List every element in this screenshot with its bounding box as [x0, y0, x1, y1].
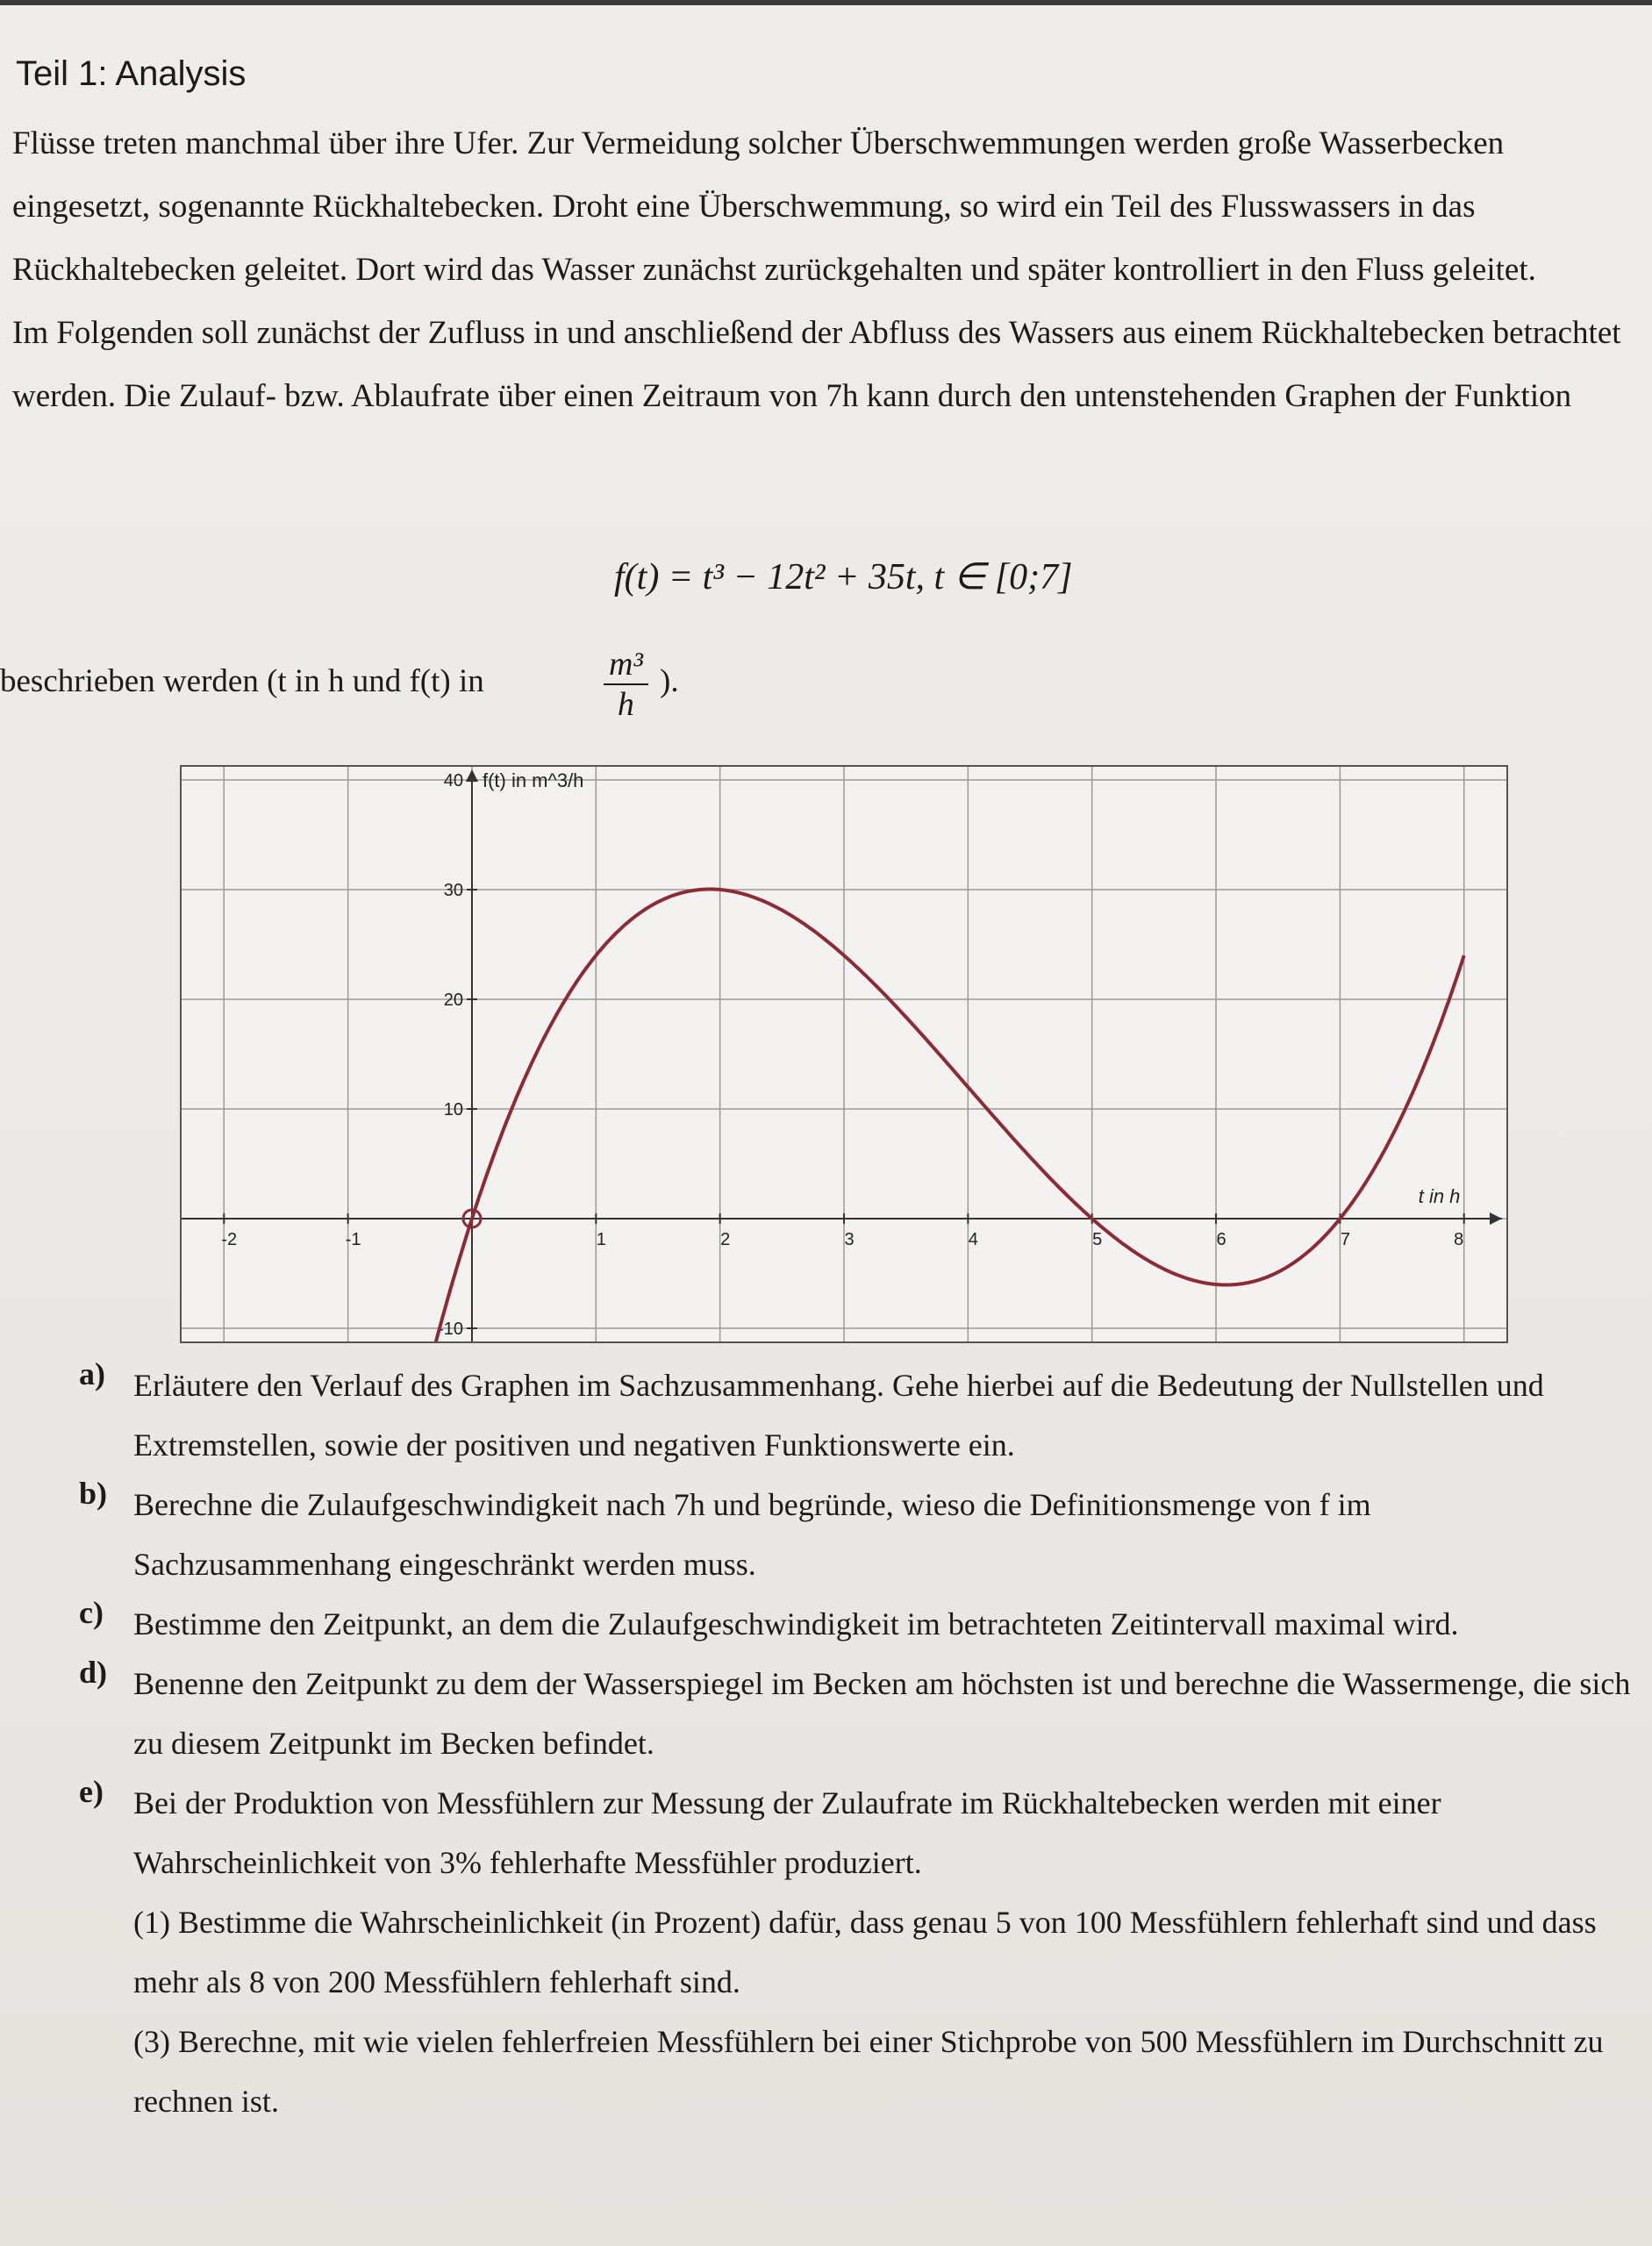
x-tick-label: 1 [596, 1230, 606, 1249]
subtask-3: (3) Berechne, mit wie vielen fehlerfreien Messfühlern bei einer Stichprobe von 500 Messfühlern im Durchschnitt zu rechnen ist. [133, 2024, 1604, 2119]
task-b [79, 1475, 1632, 1594]
top-border-line [0, 0, 1652, 5]
task-e [79, 1773, 1632, 2131]
x-tick-label: 6 [1216, 1230, 1226, 1249]
task-label: a) [79, 1356, 105, 1391]
unit-fraction [604, 645, 648, 724]
task-label: b) [79, 1476, 108, 1511]
tick-labels [221, 771, 1463, 1339]
described-text: beschrieben werden (t in h und f(t) in [0, 663, 484, 699]
section-heading: Teil 1: Analysis [16, 54, 247, 93]
task-text: Bei der Produktion von Messfühlern zur Messung der Zulaufrate im Rückhaltebecken werden mit einer Wahrscheinlichkeit von 3% fehlerhafte Messfühler produziert. [133, 1785, 1441, 1880]
x-tick-label: 8 [1454, 1230, 1464, 1249]
x-axis-arrow [1490, 1212, 1502, 1225]
intro-paragraph-2: Im Folgenden soll zunächst der Zufluss in und anschließend der Abfluss des Wassers aus einem Rückhaltebecken betrachtet werden. Die Zulauf- bzw. Ablaufrate über einen Zeitraum von 7h kann durch den untenstehenden Graphen der Funktion [12, 315, 1621, 414]
task-text: Erläutere den Verlauf des Graphen im Sachzusammenhang. Gehe hierbei auf die Bedeutung der Nullstellen und Extremstellen, sowie der positiven und negativen Funktionswerte ein. [133, 1368, 1544, 1463]
x-tick-label: 4 [968, 1230, 978, 1249]
intro-text [12, 112, 1627, 428]
x-tick-label: 2 [720, 1230, 731, 1249]
y-tick-label: 20 [443, 991, 463, 1010]
unit-numerator: m³ [604, 645, 648, 685]
intro-paragraph-1: Flüsse treten manchmal über ihre Ufer. Zur Vermeidung solcher Überschwemmungen werden große Wasserbecken eingesetzt, sogenannte Rückhaltebecken. Droht eine Überschwemmung, so wird ein Teil des Flusswassers in das Rückhaltebecken geleitet. Dort wird das Wasser zunächst zurückgehalten und später kontrolliert in den Fluss geleitet. [12, 125, 1536, 288]
grid-lines [182, 767, 1506, 1341]
graph-svg [182, 767, 1506, 1341]
function-curve [422, 890, 1463, 1342]
described-close: ). [660, 663, 679, 699]
subtask-1: (1) Bestimme die Wahrscheinlichkeit (in Prozent) dafür, dass genau 5 von 100 Messfühlern fehlerhaft sind und dass mehr als 8 von 200 Messfühlern fehlerhaft sind. [133, 1905, 1597, 1999]
task-list [79, 1355, 1632, 2131]
x-tick-label: -1 [345, 1230, 361, 1249]
task-label: d) [79, 1655, 108, 1690]
y-axis-label: f(t) in m^3/h [482, 769, 584, 791]
y-tick-label: -10 [438, 1320, 463, 1339]
task-text: Berechne die Zulaufgeschwindigkeit nach 7h und begründe, wieso die Definitionsmenge von f im Sachzusammenhang eingeschränkt werden muss. [133, 1487, 1371, 1582]
task-d [79, 1654, 1632, 1773]
y-tick-label: 10 [443, 1100, 463, 1119]
y-tick-label: 40 [443, 771, 463, 790]
x-axis-label: t in h [1418, 1185, 1461, 1207]
x-tick-label: 3 [844, 1230, 855, 1249]
task-a [79, 1355, 1632, 1475]
x-tick-label: 7 [1340, 1230, 1350, 1249]
unit-denominator: h [617, 686, 634, 723]
task-label: c) [79, 1595, 104, 1630]
task-text: Bestimme den Zeitpunkt, an dem die Zulaufgeschwindigkeit im betrachteten Zeitintervall maximal wird. [133, 1606, 1459, 1642]
y-tick-label: 30 [443, 881, 463, 900]
x-tick-label: -2 [221, 1230, 238, 1249]
task-c [79, 1594, 1632, 1654]
x-tick-label: 5 [1092, 1230, 1103, 1249]
function-formula: f(t) = t³ − 12t² + 35t, t ∈ [0;7] [614, 557, 1073, 597]
task-text: Benenne den Zeitpunkt zu dem der Wasserspiegel im Becken am höchsten ist und berechne die Wassermenge, die sich zu diesem Zeitpunkt im Becken befindet. [133, 1666, 1631, 1761]
function-graph [180, 765, 1508, 1343]
task-label: e) [79, 1774, 104, 1809]
